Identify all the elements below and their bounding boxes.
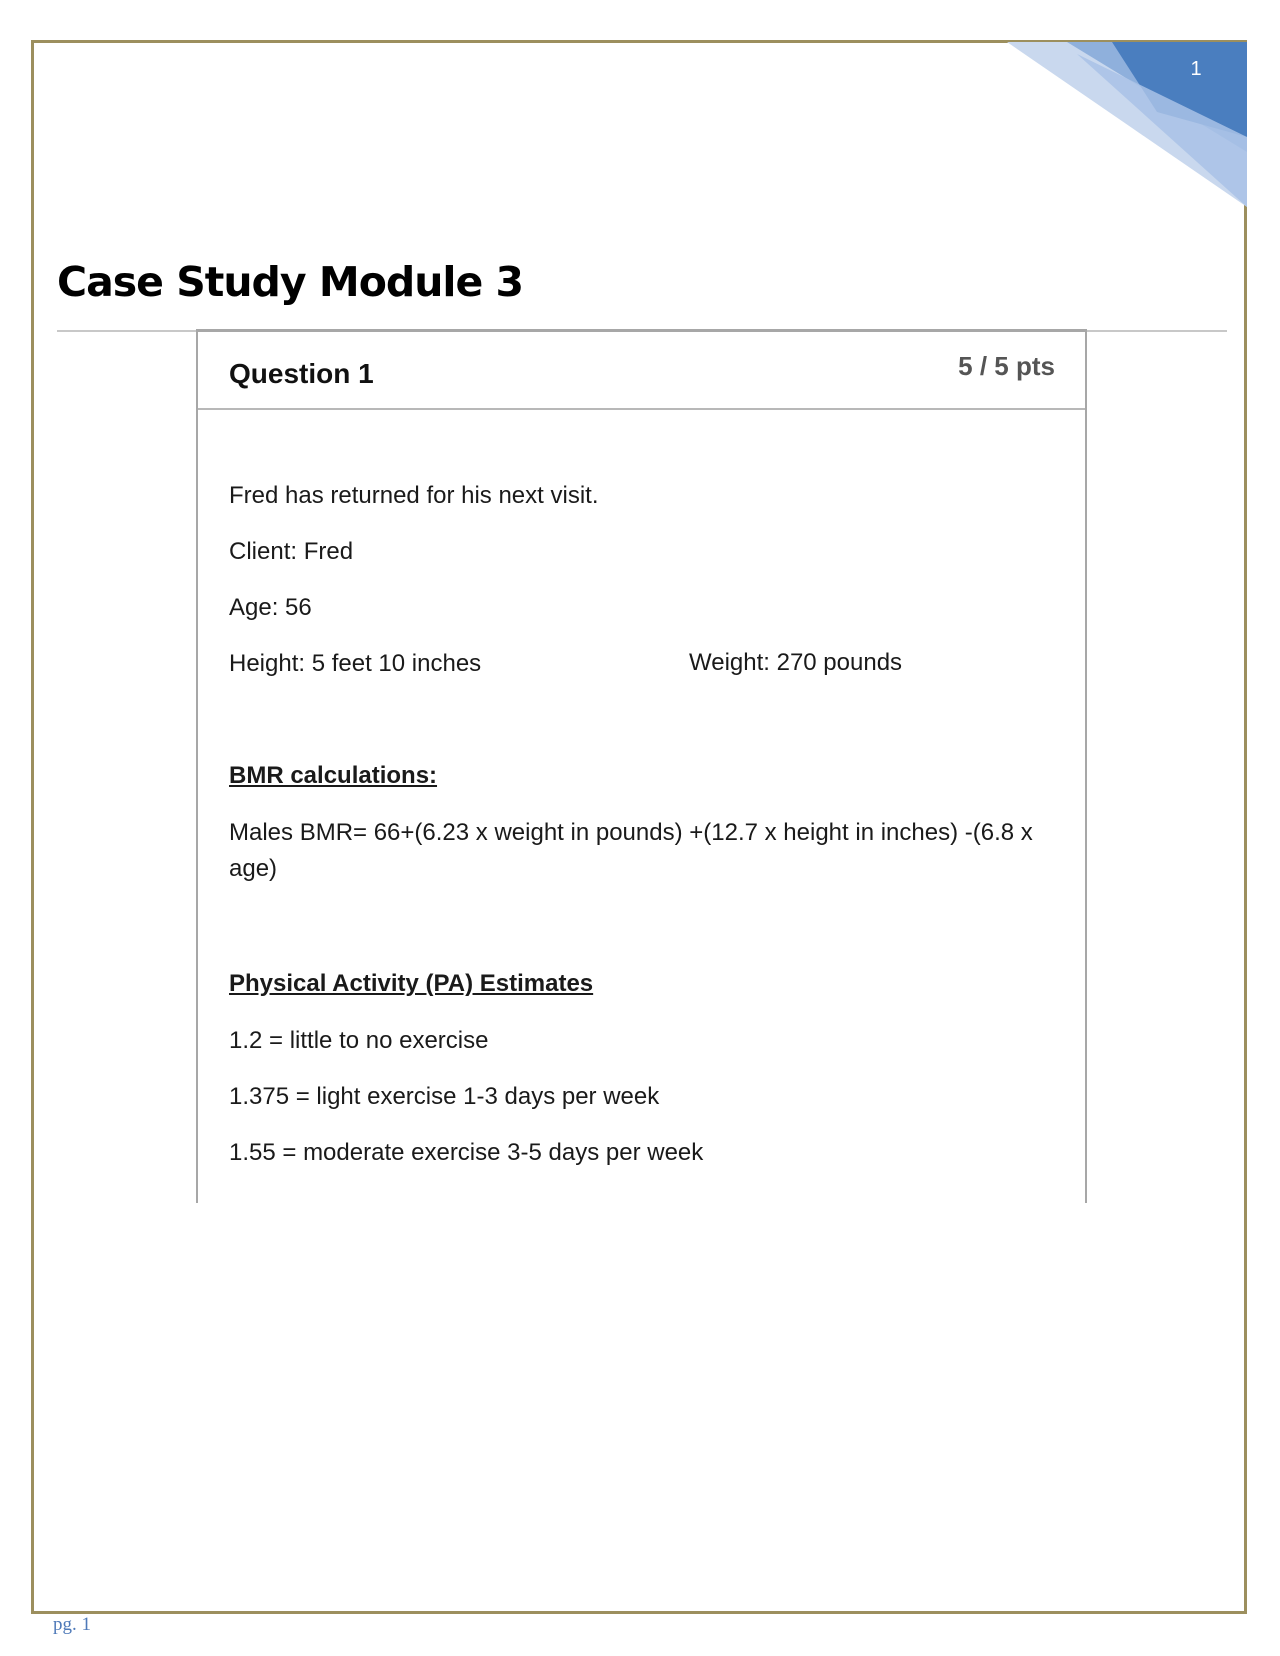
- question-title: Question 1: [229, 358, 374, 389]
- pa-item: 1.2 = little to no exercise: [229, 1027, 489, 1054]
- height-text: Height: 5 feet 10 inches: [229, 650, 482, 677]
- weight-text: Weight: 270 pounds: [689, 649, 903, 676]
- question-points: 5 / 5 pts: [958, 351, 1055, 381]
- footer-page-label: pg. 1: [53, 1614, 91, 1635]
- question-card: [196, 329, 1087, 1203]
- pa-item: 1.375 = light exercise 1-3 days per week: [229, 1083, 660, 1110]
- age-text: Age: 56: [229, 594, 312, 621]
- corner-triangles-icon: [1007, 42, 1247, 207]
- pa-heading: Physical Activity (PA) Estimates: [229, 970, 594, 997]
- pa-item: 1.55 = moderate exercise 3-5 days per week: [229, 1139, 704, 1166]
- intro-text: Fred has returned for his next visit.: [229, 482, 599, 509]
- bmr-formula: Males BMR= 66+(6.23 x weight in pounds) +(12.7 x height in inches) -(6.8 x age): [229, 819, 1033, 882]
- bmr-heading: BMR calculations:: [229, 762, 438, 789]
- page-number-top: 1: [1190, 58, 1202, 80]
- question-header: [198, 332, 1085, 410]
- document-title: Case Study Module 3: [57, 258, 524, 306]
- client-text: Client: Fred: [229, 538, 354, 565]
